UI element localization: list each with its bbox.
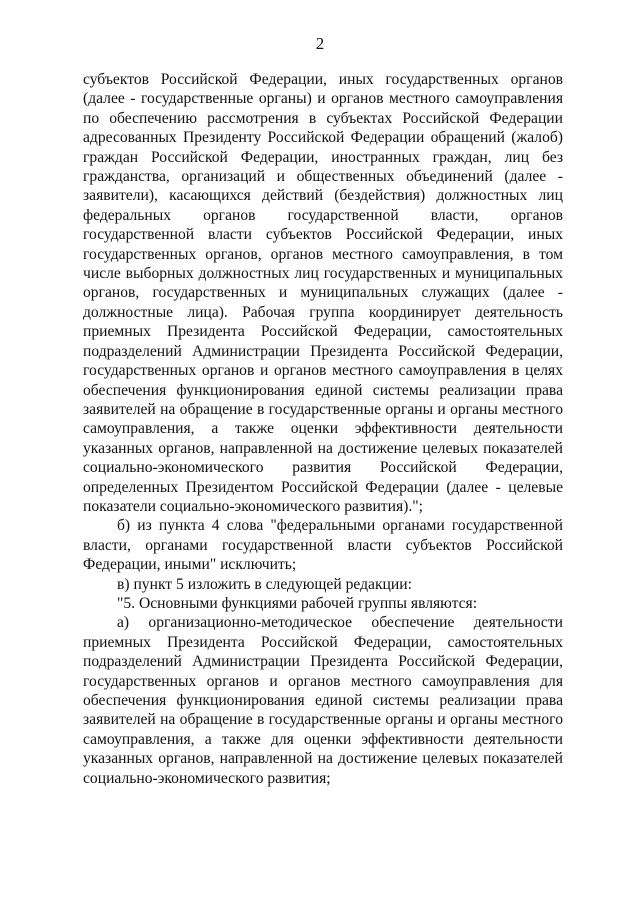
paragraph-item-a: а) организационно-методическое обеспечение деятельности приемных Президента Российской Федерации, самостоятельных подразделений Администрации Президента Российской Федерации, государственных органов и органов местного самоуправления для обеспечения функционирования единой системы реализации права заявителей на обращение в государственные органы и органы местного самоуправления, а также для оценки эффективности деятельности указанных органов, направленной на достижение целевых показателей социально-экономического развития; (83, 614, 563, 787)
paragraph-item-v: в) пункт 5 изложить в следующей редакции: (117, 575, 412, 593)
paragraph-item-b: б) из пункта 4 слова "федеральными органами государственной власти, органами государственной власти субъектов Российской Федерации, иными" исключить; (83, 517, 563, 574)
document-body (83, 70, 563, 788)
paragraph-continuation: субъектов Российской Федерации, иных государственных органов (далее - государственные органы) и органов местного самоуправления по обеспечению рассмотрения в субъектах Российской Федерации адресованных Президенту Российской Федерации обращений (жалоб) граждан Российской Федерации, иностранных граждан, лиц без гражданства, организаций и общественных объединений (далее - заявители), касающихся действий (бездействия) должностных лиц федеральных органов государственной власти, органов государственной власти субъектов Российской Федерации, иных государственных органов, органов местного самоуправления, в том числе выборных должностных лиц государственных и муниципальных органов, государственных и муниципальных служащих (далее - должностные лица). Рабочая группа координирует деятельность приемных Президента Российской Федерации, самостоятельных подразделений Администрации Президента Российской Федерации, государственных органов и органов местного самоуправления в целях обеспечения функционирования единой системы реализации права заявителей на обращение в государственные органы и органы местного самоуправления, а также оценки эффективности деятельности указанных органов, направленной на достижение целевых показателей социально-экономического развития Российской Федерации, определенных Президентом Российской Федерации (далее - целевые показатели социально-экономического развития)."; (83, 71, 563, 515)
paragraph-point-5: "5. Основными функциями рабочей группы являются: (117, 594, 478, 612)
page-number: 2 (315, 34, 325, 53)
